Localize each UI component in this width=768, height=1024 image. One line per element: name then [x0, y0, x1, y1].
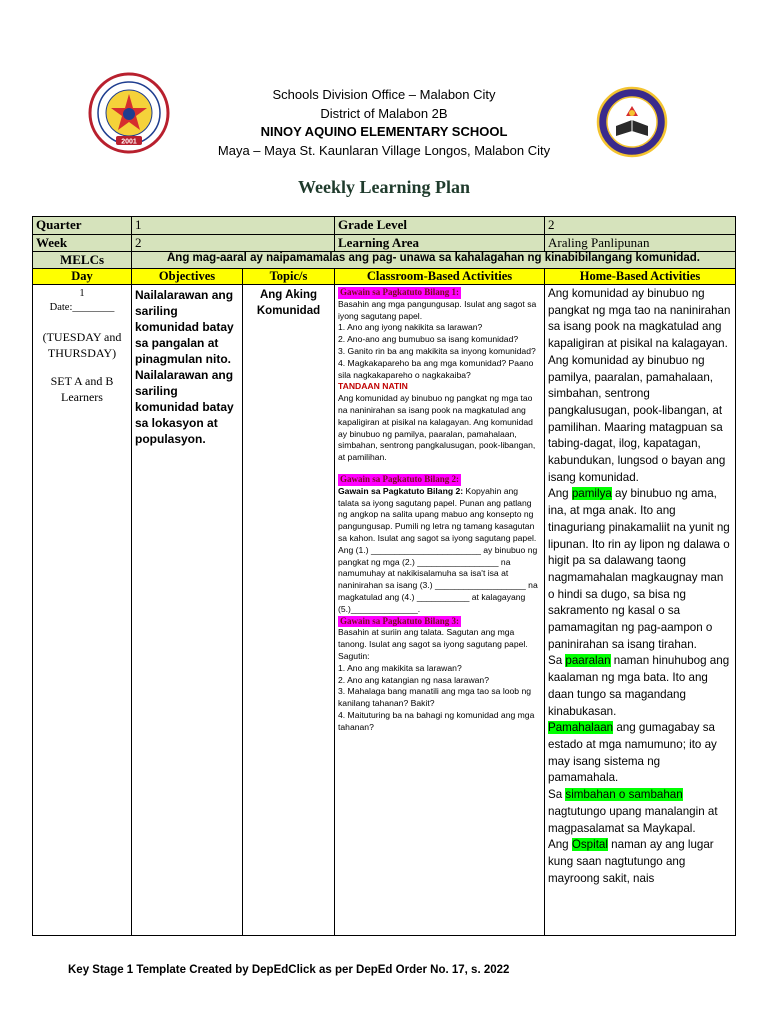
- date-field: Date:________: [49, 302, 115, 313]
- melcs-label: MELCs: [33, 252, 132, 269]
- division-name: Schools Division Office – Malabon City: [272, 87, 496, 102]
- template-footer: Key Stage 1 Template Created by DepEdClick as per DepEd Order No. 17, s. 2022: [68, 964, 510, 976]
- school-name: NINOY AQUINO ELEMENTARY SCHOOL: [260, 124, 508, 139]
- activity-1-q3: 3. Ganito rin ba ang makikita sa inyong komunidad?: [338, 345, 536, 356]
- grade-level-label: Grade Level: [335, 217, 545, 235]
- school-address: Maya – Maya St. Kaunlaran Village Longos, Malabon City: [217, 142, 551, 158]
- classroom-activities-cell: [335, 285, 545, 936]
- activity-3-q3: 3. Mahalaga bang manatili ang mga tao sa loob ng kanilang tahanan? Bakit?: [338, 686, 532, 709]
- learning-area-label: Learning Area: [335, 235, 545, 252]
- activity-2-bold-label: Gawain sa Pagkatuto Bilang 2:: [338, 485, 464, 496]
- activity-2-title: Gawain sa Pagkatuto Bilang 2:: [340, 473, 460, 484]
- document-title: Weekly Learning Plan: [297, 177, 470, 197]
- day-cell: [33, 285, 132, 936]
- activity-3-title: Gawain sa Pagkatuto Bilang 3:: [340, 615, 460, 626]
- home-paragraph-4: Pamahalaan ang gumagabay sa estado at mga namumuno; ito ay may isang sistema ng pamamahala.: [548, 721, 717, 785]
- week-value: 2: [132, 235, 335, 252]
- highlight-ospital: Ospital: [571, 838, 608, 852]
- tandaan-heading: TANDAAN NATIN: [338, 381, 408, 392]
- district-name: District of Malabon 2B: [320, 105, 448, 121]
- grade-level-value: 2: [545, 217, 736, 235]
- day-schedule: (TUESDAY and THURSDAY): [42, 330, 122, 360]
- activity-1-q4: 4. Magkakapareho ba ang mga komunidad? Paano sila nagkakapareho o nagkakaiba?: [338, 357, 534, 380]
- highlight-paaralan: paaralan: [565, 654, 611, 668]
- quarter-value: 1: [132, 217, 335, 235]
- activity-3-sagutin: Sagutin:: [338, 650, 370, 661]
- activity-3-q1: 1. Ano ang makikita sa larawan?: [338, 662, 462, 673]
- home-paragraph-2: Ang pamilya ay binubuo ng ama, ina, at mga anak. Ito ang tinaguriang pinakamaliit na yunit ng lipunan. Ito rin ay lipon ng dalawa o higit pa sa dalawang taong nagmamahalan magkaugnay man o hindi sa dugo, sa bisa ng sakramento ng kasal o sa pamamagitan ng pag-aampon o paninirahan sa isang tirahan.: [548, 487, 730, 651]
- learning-area-value: Araling Panlipunan: [545, 235, 736, 252]
- learner-set: SET A and B Learners: [50, 374, 114, 404]
- activity-3-q4: 4. Maituturing ba na bahagi ng komunidad ang mga tahanan?: [338, 709, 535, 732]
- col-day: Day: [33, 269, 132, 285]
- highlight-pamilya: pamilya: [571, 487, 612, 501]
- home-paragraph-1: Ang komunidad ay binubuo ng pangkat ng mga tao na naninirahan sa isang pook na magkatulad ang kapaligiran at pisikal na kalagayan. Ang komunidad ay binubuo ng pamilya, paaralan, pamahalaan, simbahan, sentrong pangkalusugan, pook-libangan, at pamilihan. Maaring matagpuan sa tabing-dagat, ilog, kapatagan, kabundukan, lungsod o bayan ang isang komunidad.: [548, 287, 731, 484]
- highlight-simbahan: simbahan o sambahan: [565, 788, 683, 802]
- col-classroom-activities: Classroom-Based Activities: [335, 269, 545, 285]
- col-topics: Topic/s: [243, 269, 335, 285]
- home-paragraph-6: Ang Ospital naman ay ang lugar kung saan nagtutungo ang mayroong sakit, nais: [548, 838, 714, 885]
- activity-1-title: Gawain sa Pagkatuto Bilang 1:: [340, 287, 460, 297]
- tandaan-text: Ang komunidad ay binubuo ng pangkat ng mga tao na naninirahan sa isang pook na magkatulad ang kapaligiran at pisikal na kalagayan. Ang komunidad ay binubuo ng pamilya, paaralan, pamahalaan, simbahan, sentrong pangkalusugan, pook-libangan, at pamilihan.: [338, 393, 536, 463]
- activity-2-fill-blanks: Ang (1.) _______________________ ay binubuo ng pangkat ng mga (2.) _________________ na namumuhay at nakikisalamuha sa isa't isa at naninirahan sa isang (3.) ___________________ na magkatulad ang (4.) ___________ at kalagayang (5.)______________.: [338, 544, 538, 614]
- objectives-cell: Nailalarawan ang sariling komunidad batay sa pangalan at pinagmulan nito. Nailalarawan ang sariling komunidad batay sa lokasyon at populasyon.: [132, 285, 243, 936]
- activity-3-intro: Basahin at suriin ang talata. Sagutan ang mga tanong. Isulat ang sagot sa iyong sagutang papel.: [338, 627, 528, 650]
- melcs-value: Ang mag-aaral ay naipamamalas ang pag- unawa sa kahalagahan ng kinabibilangang komunidad.: [132, 252, 736, 269]
- col-home-activities: Home-Based Activities: [545, 269, 736, 285]
- day-number: 1: [79, 288, 85, 299]
- week-label: Week: [33, 235, 132, 252]
- activity-1-intro: Basahin ang mga pangungusap. Isulat ang sagot sa iyong sagutang papel.: [338, 298, 537, 321]
- activity-1-q1: 1. Ano ang iyong nakikita sa larawan?: [338, 322, 483, 333]
- col-objectives: Objectives: [132, 269, 243, 285]
- highlight-pamahalaan: Pamahalaan: [548, 721, 614, 735]
- home-paragraph-3: Sa paaralan naman hinuhubog ang kaalaman ng mga bata. Ito ang daan tungo sa magandang kinabukasan.: [548, 654, 730, 718]
- topic-cell: Ang Aking Komunidad: [243, 285, 335, 936]
- home-paragraph-5: Sa simbahan o sambahan nagtutungo upang manalangin at magpasalamat sa Maykapal.: [548, 788, 718, 835]
- logo-year: 2001: [121, 138, 137, 146]
- weekly-plan-table: [32, 216, 736, 936]
- activity-2-intro: Kopyahin ang talata sa iyong sagutang papel. Punan ang patlang ng angkop na salita upang mabuo ang konsepto ng pangungusap. Pumili ng letra ng tamang kasagutan sa kahon. Isulat ang sagot sa iyong sagutang papel.: [338, 485, 537, 543]
- activity-3-q2: 2. Ano ang katangian ng nasa larawan?: [338, 674, 489, 685]
- quarter-label: Quarter: [33, 217, 132, 235]
- home-activities-cell: [545, 285, 736, 936]
- activity-1-q2: 2. Ano-ano ang bumubuo sa isang komunidad?: [338, 334, 519, 345]
